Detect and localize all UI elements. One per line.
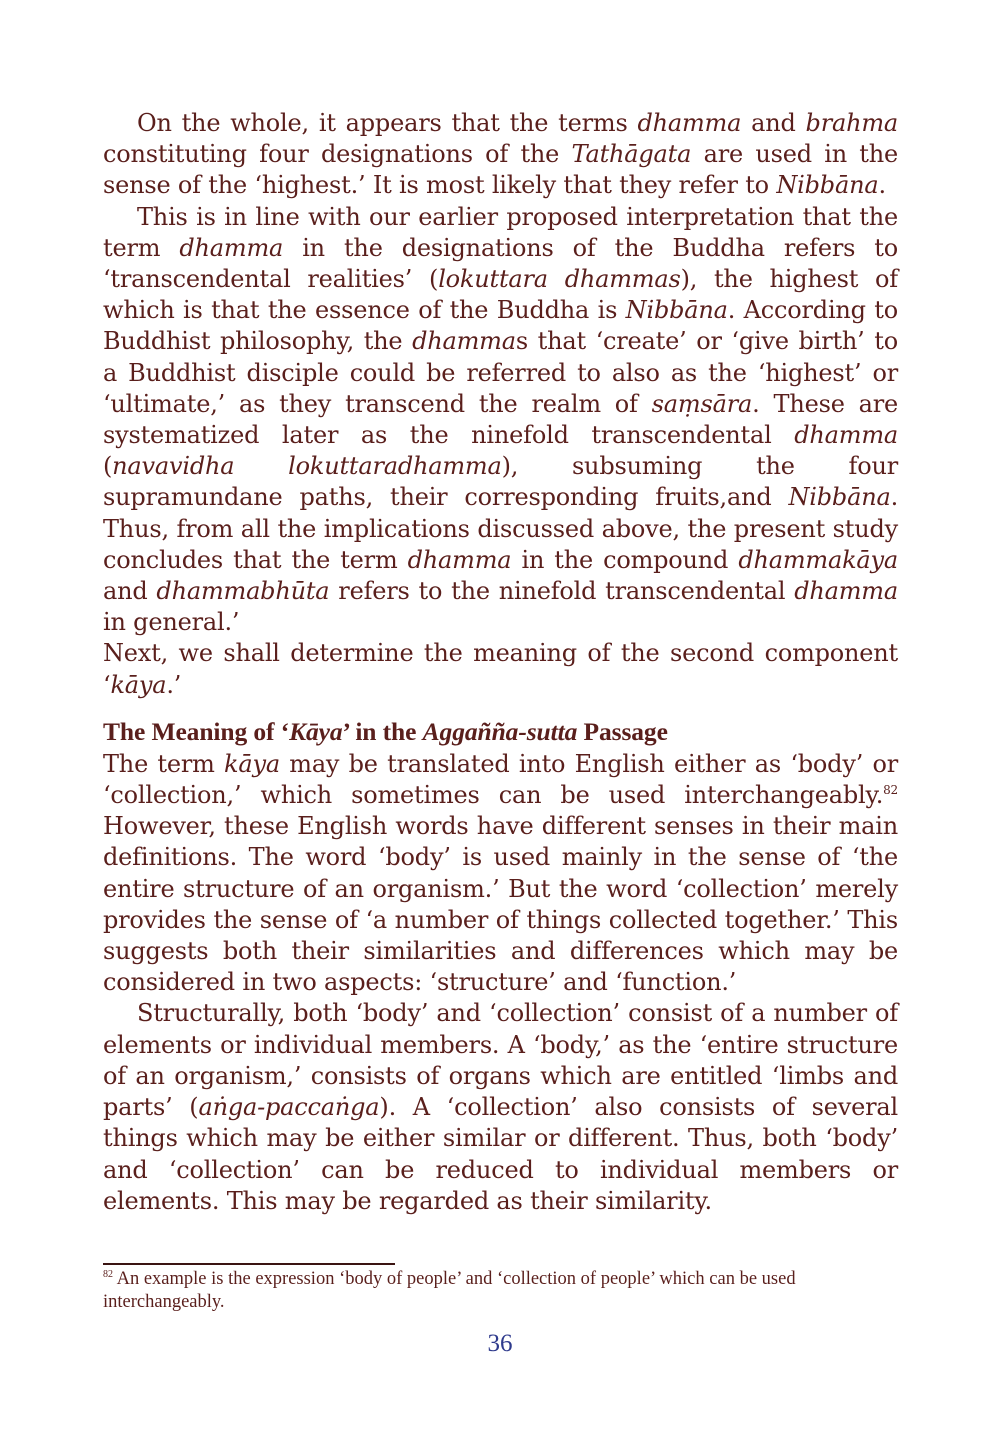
italic-term: Aggañña-sutta bbox=[422, 716, 578, 746]
text-run: On the whole, it appears that the terms bbox=[137, 109, 638, 137]
text-run: ). A ‘collection’ also consists of several things which may be either similar or different. Thus, both ‘body’ and ‘collection’ can be reduced to individual members or elements. This may be regarded as their similarity. bbox=[103, 1093, 898, 1215]
text-run: Passage bbox=[577, 716, 668, 746]
italic-term: Kāya bbox=[289, 716, 343, 746]
italic-term: dhamma bbox=[637, 109, 742, 137]
text-run: The term bbox=[103, 749, 225, 778]
text-run: may be translated into English either as ‘body’ or ‘collection,’ which sometimes can be used interchangeably. bbox=[103, 749, 898, 810]
italic-term: Nibbāna bbox=[625, 296, 728, 325]
text-run: and bbox=[103, 577, 157, 606]
italic-term: kāya bbox=[110, 670, 167, 699]
italic-term: dhamma bbox=[794, 421, 898, 450]
text-run: ( bbox=[103, 452, 113, 481]
paragraph-3 bbox=[103, 638, 898, 700]
italic-term: navavidha lokuttaradhamma bbox=[112, 452, 502, 481]
footnote bbox=[103, 1268, 898, 1314]
italic-term: Tathāgata bbox=[571, 140, 692, 169]
text-run: in the designations of the Buddha refers to ‘transcendental realities’ ( bbox=[103, 233, 898, 294]
text-run: in general.’ bbox=[103, 608, 240, 637]
italic-term: lokuttara dhammas bbox=[438, 265, 681, 294]
text-run: s that ‘create’ or ‘give birth’ to a Buddhist disciple could be referred to also as the ‘highest’ or ‘ultimate,’ as they transcend the realm of bbox=[103, 327, 898, 418]
italic-term: dhammakāya bbox=[738, 545, 898, 574]
page-number: 36 bbox=[487, 1330, 513, 1357]
text-run: ’ in the bbox=[342, 716, 423, 746]
text-run: This is in line with our earlier proposed interpretation that the term bbox=[103, 202, 898, 262]
text-run: . Thus, from all the implications discussed above, the present study concludes that the term bbox=[103, 483, 898, 574]
italic-term: dhamma bbox=[407, 545, 512, 574]
text-run: Structurally, both ‘body’ and ‘collection’ consist of a number of elements or individual members. A ‘body,’ as the ‘entire structure of an organism,’ consists of organs which are entitled ‘limbs and parts’ ( bbox=[103, 999, 898, 1122]
text-run: .’ bbox=[166, 670, 182, 699]
italic-term: dhamma bbox=[794, 577, 898, 606]
italic-term: dhamma bbox=[179, 233, 284, 262]
paragraph-5 bbox=[103, 998, 898, 1216]
text-run: However, these English words have different senses in their main definitions. The word ‘body’ is used mainly in the sense of ‘the entire structure of an organism.’ But the word ‘collection’ merely provides the sense of ‘a number of things collected together.’ This suggests both their similarities and differences which may be considered in two aspects: ‘structure’ and ‘function.’ bbox=[103, 812, 898, 997]
italic-term: dhamma bbox=[412, 327, 516, 356]
text-run: . bbox=[878, 171, 886, 200]
paragraph-4 bbox=[103, 749, 898, 999]
footnote-number: 82 bbox=[103, 1269, 113, 1280]
paragraph-2 bbox=[103, 202, 898, 639]
page-body bbox=[103, 108, 898, 1217]
italic-term: saṃsāra bbox=[651, 389, 753, 418]
italic-term: Nibbāna bbox=[788, 483, 891, 512]
paragraph-1 bbox=[103, 108, 898, 202]
text-run: are used in the sense of the ‘highest.’ It is most likely that they refer to bbox=[103, 140, 899, 200]
footnote-text: An example is the expression ‘body of people’ and ‘collection of people’ which can be used interchangeably. bbox=[103, 1269, 796, 1312]
text-run: and bbox=[741, 109, 806, 137]
italic-term: kāya bbox=[224, 749, 280, 778]
italic-term: brahma bbox=[805, 109, 898, 137]
text-run: . According to Buddhist philosophy, the bbox=[103, 296, 898, 356]
text-run: constituting four designations of the bbox=[103, 140, 572, 169]
text-run: Next, we shall determine the meaning of the second component ‘ bbox=[103, 639, 898, 699]
italic-term: Nibbāna bbox=[776, 171, 879, 200]
text-run: in the compound bbox=[511, 545, 739, 574]
text-run: The Meaning of ‘ bbox=[103, 716, 290, 746]
section-heading bbox=[103, 717, 898, 747]
italic-term: dhammabhūta bbox=[156, 577, 330, 606]
text-run: ), the highest of which is that the essence of the Buddha is bbox=[103, 265, 898, 325]
text-run: refers to the ninefold transcendental bbox=[329, 577, 795, 606]
footnote-divider bbox=[103, 1263, 395, 1265]
italic-term: aṅga-paccaṅga bbox=[198, 1093, 380, 1122]
footnote-reference[interactable]: 82 bbox=[883, 783, 898, 798]
text-run: ), subsuming the four supramundane paths, their corresponding fruits,and bbox=[103, 452, 898, 512]
text-run: . These are systematized later as the ninefold transcendental bbox=[103, 389, 898, 450]
